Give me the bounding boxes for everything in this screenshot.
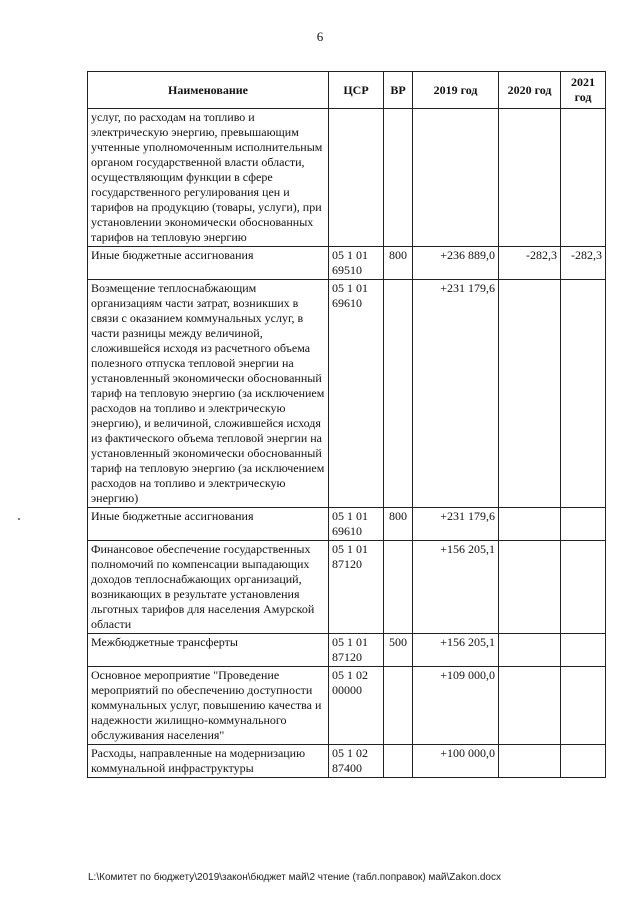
- row-csr: 05 1 02 00000: [329, 667, 384, 745]
- row-2021: [561, 109, 606, 247]
- col-header-name: Наименование: [88, 72, 329, 109]
- row-csr: 05 1 01 87120: [329, 541, 384, 634]
- row-name: Основное мероприятие "Проведение мероприятий по обеспечению доступности коммунальных услуг, повышению качества и надежности жилищно-коммунального обслуживания населения": [88, 667, 329, 745]
- row-name: услуг, по расходам на топливо и электрическую энергию, превышающим учтенные уполномоченным исполнительным органом государственной власти области, осуществляющим функции в сфере государственного регулирования цен и тарифов на продукцию (товары, услуги), при установлении экономически обоснованных тарифов на тепловую энергию: [88, 109, 329, 247]
- row-csr: 05 1 01 69610: [329, 508, 384, 541]
- row-2019: +156 205,1: [413, 541, 499, 634]
- row-2021: [561, 667, 606, 745]
- table-row: [88, 541, 606, 634]
- row-2019: +231 179,6: [413, 508, 499, 541]
- row-name: Межбюджетные трансферты: [88, 634, 329, 667]
- row-2021: [561, 541, 606, 634]
- table-row: [88, 280, 606, 508]
- row-vr: [384, 667, 413, 745]
- row-csr: 05 1 01 69610: [329, 280, 384, 508]
- row-vr: 500: [384, 634, 413, 667]
- row-csr: 05 1 02 87400: [329, 745, 384, 778]
- row-vr: [384, 745, 413, 778]
- row-vr: 800: [384, 508, 413, 541]
- table-row: [88, 634, 606, 667]
- row-2021: [561, 280, 606, 508]
- row-2020: [499, 109, 561, 247]
- row-2021: [561, 634, 606, 667]
- table-row: [88, 745, 606, 778]
- row-2020: [499, 280, 561, 508]
- row-2019: +109 000,0: [413, 667, 499, 745]
- row-2021: [561, 745, 606, 778]
- col-header-2020: 2020 год: [499, 72, 561, 109]
- table-row: [88, 667, 606, 745]
- row-2020: [499, 745, 561, 778]
- budget-table: [87, 71, 606, 778]
- row-2020: [499, 634, 561, 667]
- col-header-2019: 2019 год: [413, 72, 499, 109]
- row-name: Возмещение теплоснабжающим организациям части затрат, возникших в связи с оказанием коммунальных услуг, в части разницы между величиной, сложившейся исходя из расчетного объема полезного отпуска тепловой энергии на установленный экономически обоснованный тариф на тепловую энергию (за исключением расходов на топливо и электрическую энергию), и величиной, сложившейся исходя из фактического объема тепловой энергии на установленный экономически обоснованный тариф на тепловую энергию (за исключением расходов на топливо и электрическую энергию): [88, 280, 329, 508]
- row-2019: +231 179,6: [413, 280, 499, 508]
- row-2021: -282,3: [561, 247, 606, 280]
- page-number: 6: [316, 29, 324, 44]
- row-2021: [561, 508, 606, 541]
- row-name: Иные бюджетные ассигнования: [88, 508, 329, 541]
- file-path-footer: L:\Комитет по бюджету\2019\закон\бюджет май\2 чтение (табл.поправок) май\Zakon.docx: [88, 872, 501, 883]
- scan-speck: [18, 518, 20, 520]
- row-2019: +100 000,0: [413, 745, 499, 778]
- row-2019: +236 889,0: [413, 247, 499, 280]
- row-2019: [413, 109, 499, 247]
- row-2020: -282,3: [499, 247, 561, 280]
- table-row: [88, 247, 606, 280]
- col-header-2021: 2021 год: [561, 72, 606, 109]
- row-csr: 05 1 01 69510: [329, 247, 384, 280]
- row-2020: [499, 541, 561, 634]
- row-csr: [329, 109, 384, 247]
- row-csr: 05 1 01 87120: [329, 634, 384, 667]
- row-2020: [499, 508, 561, 541]
- row-vr: [384, 109, 413, 247]
- header-row: [88, 72, 606, 109]
- row-vr: [384, 541, 413, 634]
- row-name: Расходы, направленные на модернизацию коммунальной инфраструктуры: [88, 745, 329, 778]
- row-name: Финансовое обеспечение государственных полномочий по компенсации выпадающих доходов теплоснабжающих организаций, возникающих в результате установления льготных тарифов для населения Амурской области: [88, 541, 329, 634]
- table-row: [88, 109, 606, 247]
- row-2020: [499, 667, 561, 745]
- col-header-csr: ЦСР: [329, 72, 384, 109]
- table-row: [88, 508, 606, 541]
- row-2019: +156 205,1: [413, 634, 499, 667]
- col-header-vr: ВР: [384, 72, 413, 109]
- row-vr: 800: [384, 247, 413, 280]
- row-name: Иные бюджетные ассигнования: [88, 247, 329, 280]
- row-vr: [384, 280, 413, 508]
